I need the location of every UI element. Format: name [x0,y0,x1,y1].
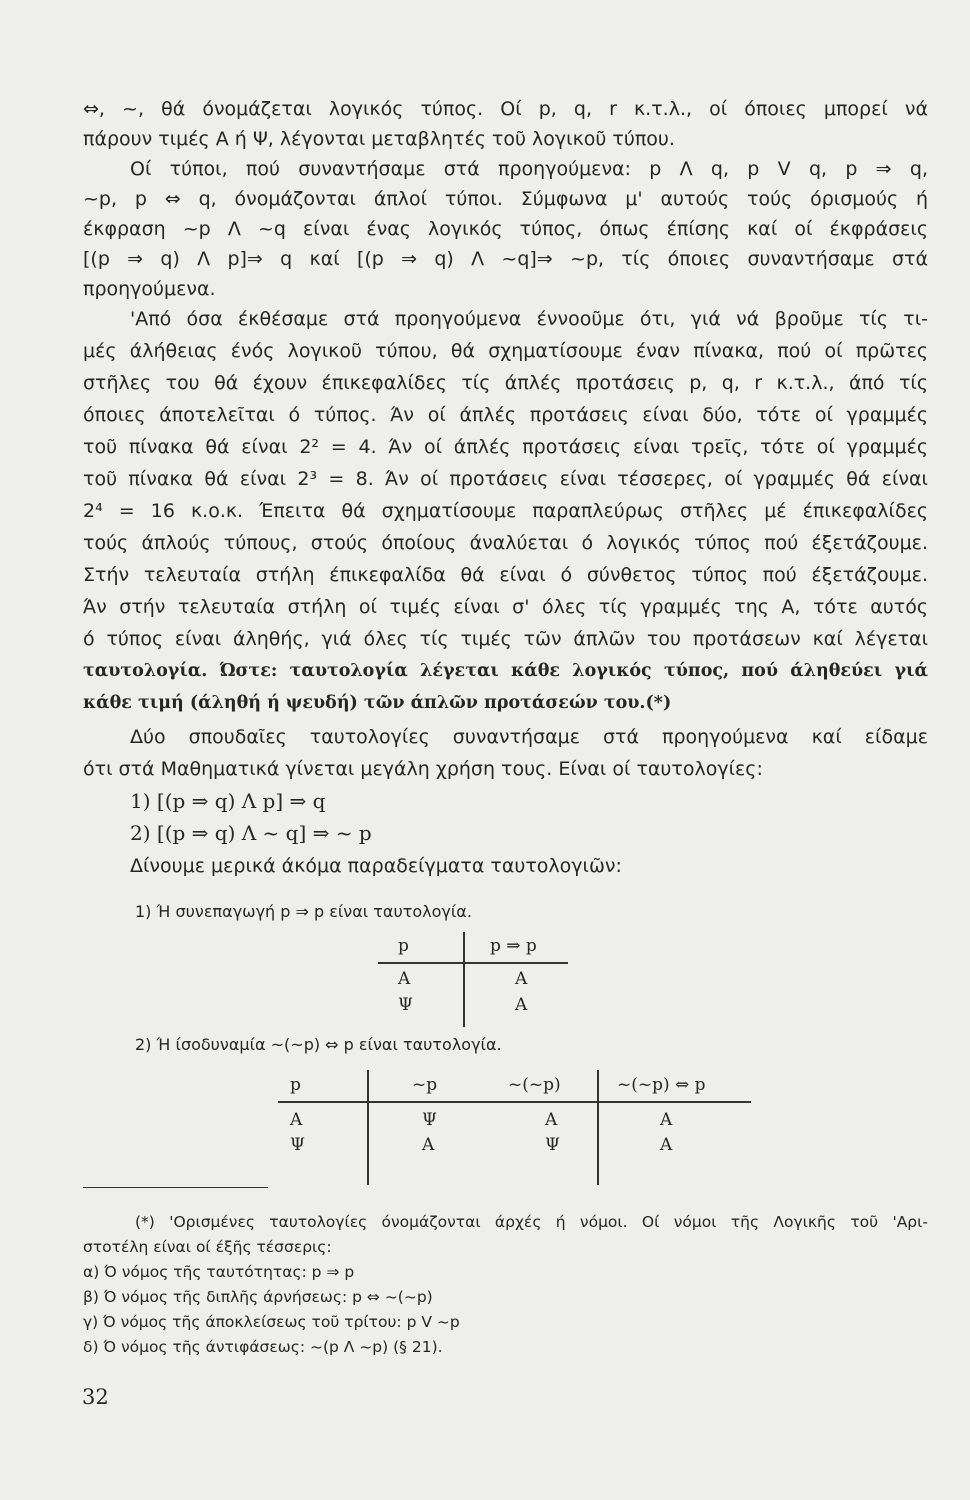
text-line: Οί τύποι, πού συναντήσαμε στά προηγούμενα: p Λ q, p V q, p ⇒ q, [130,158,928,180]
table-cell: Α [545,1110,558,1130]
table-cell: Ψ [422,1110,437,1130]
text-line: όποιες άποτελεῖται ό τύπος. Άν οί άπλές προτάσεις είναι δύο, τότε οί γραμμές [83,404,928,426]
text-line: ό τύπος είναι άληθής, γιά όλες τίς τιμές τῶν άπλῶν του προτάσεων καί λέγεται [83,628,928,650]
example-heading: 2) Ή ίσοδυναμία ~(~p) ⇔ p είναι ταυτολογία. [135,1035,502,1054]
table-header: ~p [412,1075,438,1095]
table-cell: Ψ [545,1135,560,1155]
table-rule [378,962,568,964]
text-line: Δίνουμε μερικά άκόμα παραδείγματα ταυτολογιῶν: [130,855,622,877]
table-header: p ⇒ p [490,936,537,956]
table-header: p [290,1075,301,1095]
tautology-formula: 1) [(p ⇒ q) Λ p] ⇒ q [130,789,326,813]
text-line: πάρουν τιμές Α ή Ψ, λέγονται μεταβλητές τοῦ λογικοῦ τύπου. [83,128,675,150]
example-heading: 1) Ή συνεπαγωγή p ⇒ p είναι ταυτολογία. [135,902,472,921]
text-line: τούς άπλούς τύπους, στούς όποίους άναλύεται ό λογικός τύπος πού έξετάζουμε. [83,532,928,554]
footnote-line: (*) 'Ορισμένες ταυτολογίες όνομάζονται άρχές ή νόμοι. Οί νόμοι τῆς Λογικῆς τοῦ 'Αρι- [135,1213,928,1231]
text-line: 2⁴ = 16 κ.ο.κ. Έπειτα θά σχηματίσουμε παραπλεύρως στῆλες μέ έπικεφαλίδες [83,500,928,522]
text-line: μές άλήθειας ένός λογικοῦ τύπου, θά σχηματίσουμε έναν πίνακα, πού οί πρῶτες [83,340,928,362]
table-rule [597,1070,599,1185]
footnote-line: δ) Ό νόμος τῆς άντιφάσεως: ~(p Λ ~p) (§ 21). [83,1338,443,1356]
table-cell: Ψ [290,1135,305,1155]
table-cell: Α [290,1110,303,1130]
table-cell: Α [398,969,411,989]
text-line: 'Από όσα έκθέσαμε στά προηγούμενα έννοοῦμε ότι, γιά νά βροῦμε τίς τι- [130,308,928,330]
text-line: στῆλες του θά έχουν έπικεφαλίδες τίς άπλές προτάσεις p, q, r κ.τ.λ., άπό τίς [83,372,928,394]
text-line: προηγούμενα. [83,278,216,300]
definition-line: κάθε τιμή (άληθή ή ψευδή) τῶν άπλῶν προτάσεών του.(*) [83,693,672,713]
footnote-line: στοτέλη είναι οί έξῆς τέσσερις: [83,1238,332,1256]
text-line: τοῦ πίνακα θά είναι 2³ = 8. Άν οί προτάσεις είναι τέσσερες, οί γραμμές θά είναι [83,468,928,490]
definition-line: ταυτολογία. Ώστε: ταυτολογία λέγεται κάθε λογικός τύπος, πού άληθεύει γιά [83,661,928,681]
table-rule [278,1101,751,1103]
table-cell: Α [422,1135,435,1155]
footnote-line: γ) Ό νόμος τῆς άποκλείσεως τοῦ τρίτου: p V ~p [83,1313,460,1331]
table-cell: Α [515,995,528,1015]
text-line: Στήν τελευταία στήλη έπικεφαλίδα θά είναι ό σύνθετος τύπος πού έξετάζουμε. [83,564,928,586]
table-header: p [398,936,409,956]
text-line: έκφραση ~p Λ ~q είναι ένας λογικός τύπος, όπως έπίσης καί οί έκφράσεις [83,218,928,240]
text-line: ⇔, ~, θά όνομάζεται λογικός τύπος. Οί p, q, r κ.τ.λ., οί όποιες μπορεί νά [83,98,928,120]
table-header: ~(~p) ⇔ p [617,1075,706,1095]
tautology-formula: 2) [(p ⇒ q) Λ ~ q] ⇒ ~ p [130,821,372,845]
text-line: ~p, p ⇔ q, όνομάζονται άπλοί τύποι. Σύμφωνα μ' αυτούς τούς όρισμούς ή [83,188,928,210]
table-rule [367,1070,369,1185]
table-header: ~(~p) [508,1075,561,1095]
text-line: ότι στά Μαθηματικά γίνεται μεγάλη χρήση τους. Είναι οί ταυτολογίες: [83,758,763,780]
text-line: Δύο σπουδαῖες ταυτολογίες συναντήσαμε στά προηγούμενα καί είδαμε [130,726,928,748]
footnote-line: β) Ό νόμος τῆς διπλῆς άρνήσεως: p ⇔ ~(~p) [83,1288,433,1306]
table-cell: Α [515,969,528,989]
table-cell: Ψ [398,995,413,1015]
table-rule [463,932,465,1027]
text-line: τοῦ πίνακα θά είναι 2² = 4. Άν οί άπλές προτάσεις είναι τρεῖς, τότε οί γραμμές [83,436,928,458]
text-line: [(p ⇒ q) Λ p]⇒ q καί [(p ⇒ q) Λ ~q]⇒ ~p, τίς όποιες συναντήσαμε στά [83,248,928,270]
table-cell: Α [660,1135,673,1155]
page-number: 32 [82,1385,109,1409]
table-cell: Α [660,1110,673,1130]
text-line: Άν στήν τελευταία στήλη οί τιμές είναι σ' όλες τίς γραμμές της Α, τότε αυτός [83,596,928,618]
footnote-rule [83,1187,268,1188]
footnote-line: α) Ό νόμος τῆς ταυτότητας: p ⇒ p [83,1263,355,1281]
